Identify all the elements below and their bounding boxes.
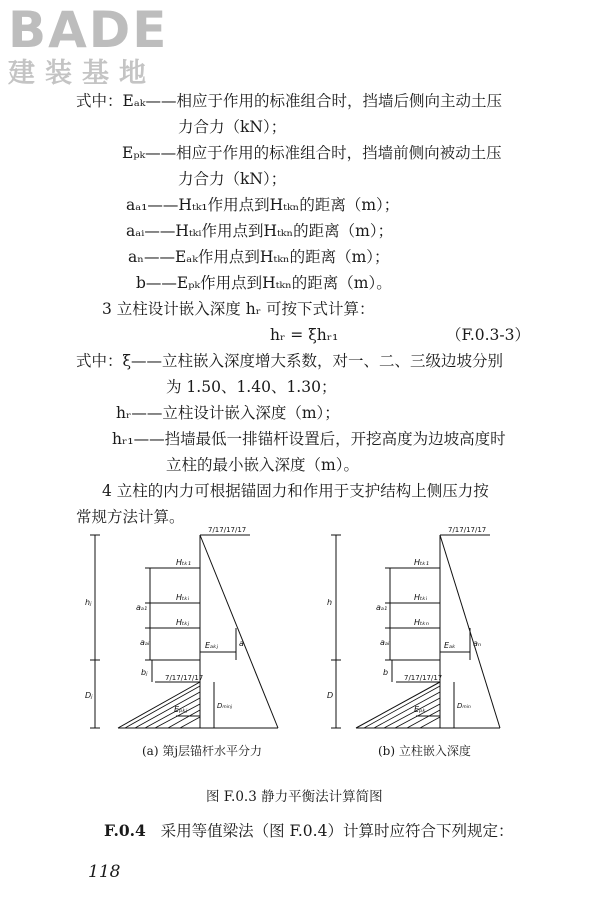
definition-epk: Eₚₖ——相应于作用的标准组合时，挡墙前侧向被动土压: [122, 144, 502, 162]
section-f04: [104, 820, 513, 842]
label-aai-a: aₐᵢ: [140, 638, 150, 647]
hatch-b: [364, 686, 440, 728]
label-hn-b: Hₜₖₙ: [414, 618, 429, 627]
item-4: 4 立柱的内力可根据锚固力和作用于支护结构上侧压力按: [102, 482, 489, 500]
label-dmin-a: Dₘᵢₙⱼ: [217, 702, 233, 710]
definition-hr1: hᵣ₁——挡墙最低一排锚杆设置后，开挖高度为边坡高度时: [112, 430, 506, 448]
label-dmin-b: Dₘᵢₙ: [457, 702, 471, 710]
definition-hr: hᵣ——立柱设计嵌入深度（m）；: [116, 404, 340, 422]
label-h-a: hⱼ: [85, 598, 92, 607]
label-h-b: h: [327, 598, 333, 607]
item-4-cont: 常规方法计算。: [76, 508, 185, 526]
label-eak-b: Eₐₖ: [444, 641, 456, 650]
logo-main-text: BADE: [8, 1, 169, 59]
page-number: 118: [88, 862, 121, 882]
formula: hᵣ = ξhᵣ₁: [270, 326, 339, 344]
label-hi-a: Hₜₖᵢ: [176, 593, 190, 602]
label-d-b: D: [327, 691, 334, 700]
definition-eak-cont: 力合力（kN）；: [178, 118, 287, 136]
section-text: 采用等值梁法（图 F.0.4）计算时应符合下列规定：: [160, 822, 514, 840]
label-a-a: a: [239, 639, 244, 648]
definition-b: b——Eₚₖ作用点到Hₜₖₙ的距离（m）。: [136, 274, 392, 292]
definition-aa1: aₐ₁——Hₜₖ₁作用点到Hₜₖₙ的距离（m）；: [126, 196, 400, 214]
label-eak-a: Eₐₖⱼ: [205, 641, 218, 650]
item-3: 3 立柱设计嵌入深度 hᵣ 可按下式计算：: [102, 300, 375, 318]
label-h1-b: Hₜₖ₁: [414, 558, 429, 567]
diagram-figure: [0, 520, 600, 770]
label-hi-b: Hₜₖᵢ: [414, 593, 428, 602]
label-aai-b: aₐᵢ: [380, 638, 390, 647]
active-pressure-a: [200, 535, 278, 728]
definition-hr1-cont: 立柱的最小嵌入深度（m）。: [166, 456, 359, 474]
diagram-b-labels: [327, 526, 486, 714]
caption-a: (a) 第j层锚杆水平分力: [142, 744, 263, 758]
logo: [8, 1, 169, 90]
ground-symbol-b2: 7/17/17/17: [404, 674, 443, 682]
label-d-a: Dⱼ: [85, 691, 93, 700]
ground-symbol-a: 7/17/17/17: [208, 526, 247, 534]
label-aa1-b: aₐ₁: [376, 603, 388, 612]
label-hj-a: Hₜₖⱼ: [176, 618, 190, 627]
label-aa1-a: aₐ₁: [136, 603, 148, 612]
caption-b: (b) 立柱嵌入深度: [378, 744, 471, 758]
label-b-b: b: [383, 668, 389, 677]
definition-xi-cont: 为 1.50、1.40、1.30；: [166, 378, 337, 396]
diagram-a-labels: [85, 526, 246, 714]
definition-aai: aₐᵢ——Hₜₖᵢ作用点到Hₜₖₙ的距离（m）；: [126, 222, 394, 240]
label-bj-a: bⱼ: [141, 668, 148, 677]
definition-eak: 式中：Eₐₖ——相应于作用的标准组合时，挡墙后侧向主动土压: [76, 92, 502, 110]
label-an-b: aₙ: [473, 639, 482, 648]
figure-caption: 图 F.0.3 静力平衡法计算简图: [206, 789, 383, 805]
definition-xi: 式中：ξ——立柱嵌入深度增大系数，对一、二、三级边坡分别: [76, 352, 504, 370]
label-h1-a: Hₜₖ₁: [176, 558, 191, 567]
ground-symbol-a2: 7/17/17/17: [165, 674, 204, 682]
definition-an: aₙ——Eₐₖ作用点到Hₜₖₙ的距离（m）；: [128, 248, 390, 266]
logo-sub-text: 建装基地: [8, 58, 156, 89]
section-id: F.0.4: [104, 821, 146, 840]
label-epk-b: Eₚₖ: [414, 705, 426, 714]
formula-number: （F.0.3-3）: [446, 326, 531, 344]
ground-symbol-b: 7/17/17/17: [448, 526, 487, 534]
hatch-a: [125, 686, 200, 728]
definition-epk-cont: 力合力（kN）；: [178, 170, 287, 188]
label-epk-a: Eₚₖⱼ: [174, 705, 188, 714]
